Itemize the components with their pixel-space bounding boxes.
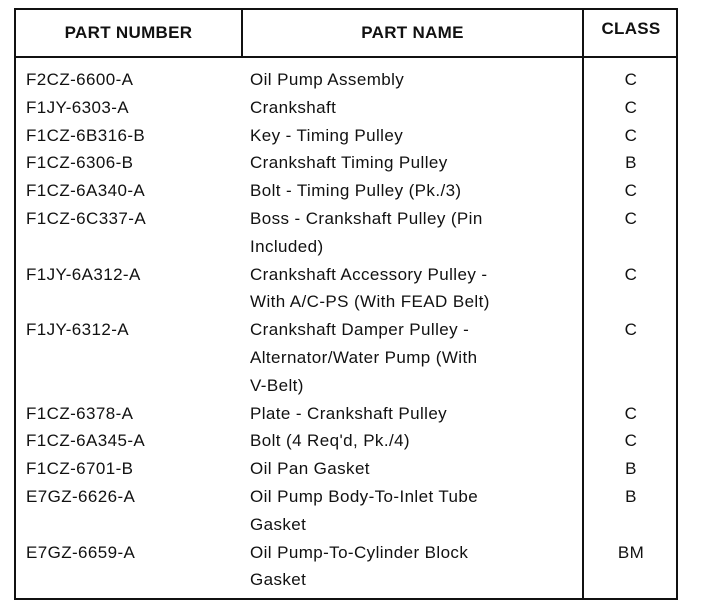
table-row	[16, 427, 676, 455]
header-class: CLASS	[601, 19, 661, 38]
class-cell: C	[624, 264, 638, 284]
part-name-line: Oil Pump-To-Cylinder Block	[250, 542, 469, 562]
class-cell: B	[625, 153, 637, 173]
part-name-cell	[250, 539, 578, 595]
column-divider	[241, 10, 243, 56]
part-name-line: With A/C-PS (With FEAD Belt)	[250, 292, 490, 312]
part-name-cell	[250, 94, 578, 122]
part-name-line: Oil Pump Assembly	[250, 70, 405, 89]
part-number-cell: F2CZ-6600-A	[26, 70, 134, 89]
part-name-line: Key - Timing Pulley	[250, 125, 404, 145]
table-row	[16, 400, 676, 428]
part-number-cell: F1CZ-6306-B	[26, 153, 134, 173]
part-name-line: V-Belt)	[250, 375, 304, 395]
part-name-cell	[250, 149, 578, 177]
part-name-cell	[250, 455, 578, 483]
class-cell: C	[624, 208, 638, 228]
header-part-number: PART NUMBER	[64, 23, 193, 42]
part-number-cell: F1JY-6303-A	[26, 97, 129, 117]
class-cell: BM	[617, 542, 645, 562]
part-number-cell: F1CZ-6B316-B	[26, 125, 146, 145]
part-name-cell	[250, 261, 578, 317]
table-row	[16, 177, 676, 205]
part-name-line: Plate - Crankshaft Pulley	[250, 403, 448, 423]
part-name-line: Oil Pump Body-To-Inlet Tube	[250, 486, 479, 506]
parts-table	[14, 8, 678, 600]
part-name-line: Crankshaft	[250, 97, 337, 117]
class-cell: B	[625, 459, 637, 479]
table-row	[16, 66, 676, 94]
part-number-cell: F1JY-6A312-A	[26, 264, 141, 284]
part-name-line: Bolt - Timing Pulley (Pk./3)	[250, 181, 462, 201]
part-number-cell: F1CZ-6C337-A	[26, 208, 147, 228]
part-name-line: Crankshaft Timing Pulley	[250, 153, 448, 173]
part-number-cell: F1CZ-6701-B	[26, 459, 134, 479]
part-name-line: Crankshaft Accessory Pulley -	[250, 264, 488, 284]
part-number-cell: E7GZ-6626-A	[26, 486, 136, 506]
class-cell: C	[624, 181, 638, 201]
table-row	[16, 94, 676, 122]
table-row	[16, 483, 676, 539]
table-body	[16, 66, 676, 594]
part-number-cell: F1JY-6312-A	[26, 320, 129, 340]
part-name-line: Boss - Crankshaft Pulley (Pin	[250, 208, 483, 228]
part-name-line: Crankshaft Damper Pulley -	[250, 320, 470, 340]
part-name-line: Bolt (4 Req'd, Pk./4)	[250, 431, 410, 451]
part-name-cell	[250, 483, 578, 539]
part-name-cell	[250, 66, 578, 94]
part-name-cell	[250, 177, 578, 205]
table-row	[16, 205, 676, 261]
class-cell: C	[624, 70, 638, 89]
class-cell: C	[624, 403, 638, 423]
table-row	[16, 122, 676, 150]
part-name-cell	[250, 427, 578, 455]
part-name-cell	[250, 205, 578, 261]
part-name-line: Alternator/Water Pump (With	[250, 347, 478, 367]
class-cell: C	[624, 125, 638, 145]
part-number-cell: F1CZ-6378-A	[26, 403, 134, 423]
table-row	[16, 261, 676, 317]
part-name-line: Gasket	[250, 570, 307, 590]
table-header	[16, 10, 676, 58]
class-cell: B	[625, 486, 637, 506]
part-name-cell	[250, 122, 578, 150]
part-name-cell	[250, 316, 578, 399]
part-number-cell: F1CZ-6A340-A	[26, 181, 146, 201]
table-row	[16, 539, 676, 595]
table-row	[16, 316, 676, 399]
part-name-cell	[250, 400, 578, 428]
part-name-line: Oil Pan Gasket	[250, 459, 370, 479]
table-row	[16, 149, 676, 177]
class-cell: C	[624, 97, 638, 117]
part-name-line: Gasket	[250, 514, 307, 534]
class-cell: C	[624, 431, 638, 451]
part-name-line: Included)	[250, 236, 324, 256]
header-part-name: PART NAME	[361, 23, 464, 42]
part-number-cell: E7GZ-6659-A	[26, 542, 136, 562]
table-row	[16, 455, 676, 483]
part-number-cell: F1CZ-6A345-A	[26, 431, 146, 451]
class-cell: C	[624, 320, 638, 340]
